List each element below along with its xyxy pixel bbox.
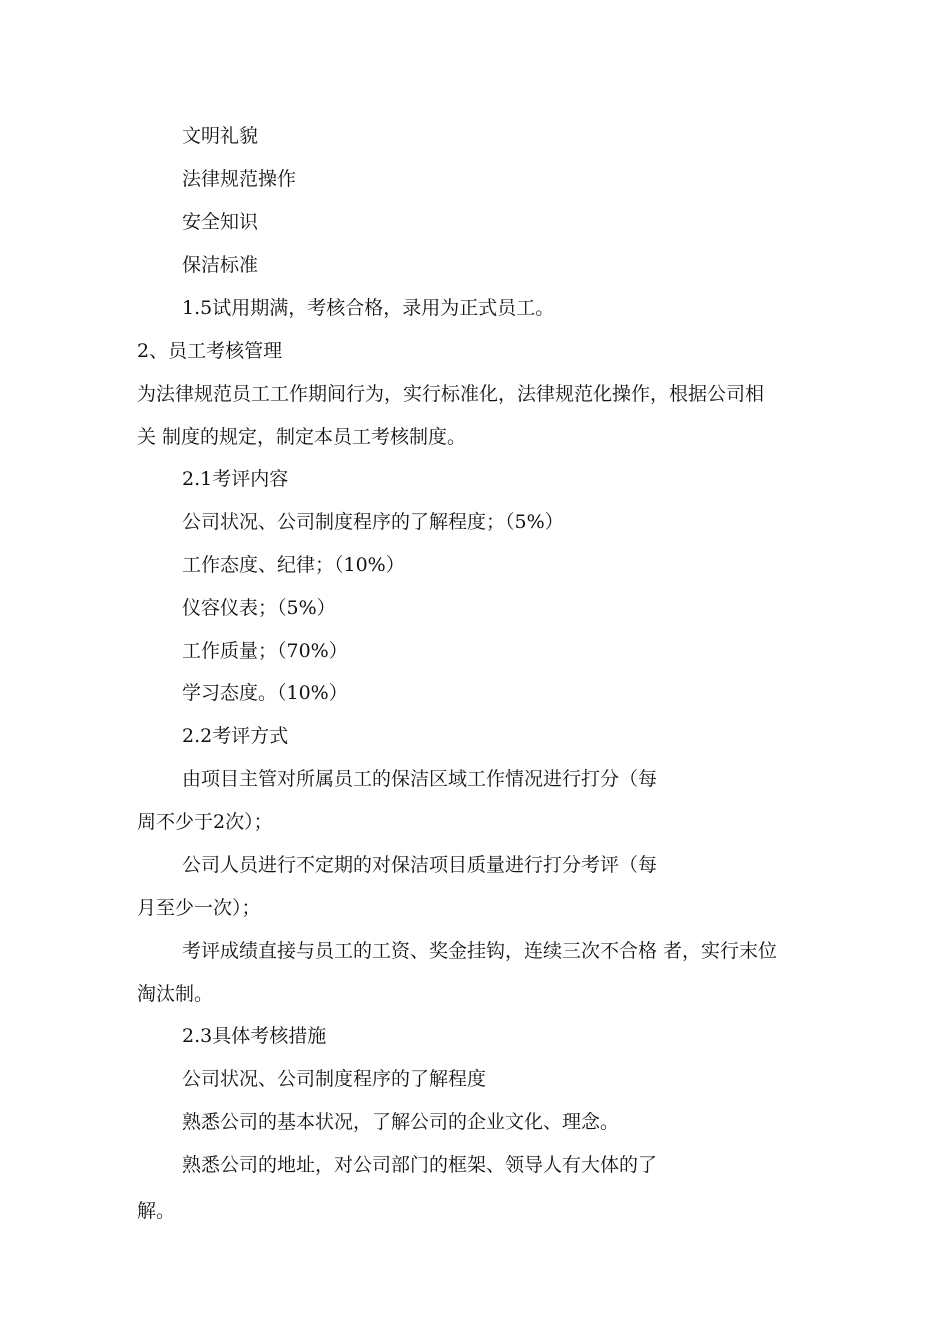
- paragraph-1-5: 1.5试用期满，考核合格，录用为正式员工。: [182, 297, 555, 319]
- list-item-legal-operation: 法律规范操作: [182, 168, 297, 190]
- measure-heading: 公司状况、公司制度程序的了解程度: [182, 1068, 487, 1090]
- method-1-line-2: 周不少于2次）；: [137, 811, 273, 833]
- measure-item-2-line-2: 解。: [137, 1200, 176, 1222]
- list-item-work-attitude: 工作态度、纪律；（10%）: [182, 554, 405, 576]
- list-item-company-knowledge: 公司状况、公司制度程序的了解程度；（5%）: [182, 511, 564, 533]
- intro-paragraph-line-1: 为法律规范员工工作期间行为，实行标准化，法律规范化操作，根据公司相: [137, 383, 765, 405]
- list-item-cleaning-standard: 保洁标准: [182, 254, 259, 276]
- method-2-line-1: 公司人员进行不定期的对保洁项目质量进行打分考评（每: [182, 854, 658, 876]
- list-item-appearance: 仪容仪表；（5%）: [182, 597, 336, 619]
- list-item-civility: 文明礼貌: [182, 125, 259, 147]
- method-3-line-1: 考评成绩直接与员工的工资、奖金挂钩，连续三次不合格 者，实行末位: [182, 940, 778, 962]
- list-item-work-quality: 工作质量；（70%）: [182, 640, 348, 662]
- method-3-line-2: 淘汰制。: [137, 983, 214, 1005]
- list-item-safety-knowledge: 安全知识: [182, 211, 259, 233]
- subheading-2-1: 2.1考评内容: [182, 468, 289, 490]
- intro-paragraph-line-2: 关 制度的规定，制定本员工考核制度。: [137, 426, 467, 448]
- section-heading-2: 2、员工考核管理: [137, 340, 283, 362]
- measure-item-2-line-1: 熟悉公司的地址，对公司部门的框架、领导人有大体的了: [182, 1154, 658, 1176]
- measure-item-1: 熟悉公司的基本状况，了解公司的企业文化、理念。: [182, 1111, 620, 1133]
- method-2-line-2: 月至少一次）；: [137, 897, 261, 919]
- subheading-2-3: 2.3具体考核措施: [182, 1025, 327, 1047]
- list-item-learning-attitude: 学习态度。（10%）: [182, 682, 348, 704]
- subheading-2-2: 2.2考评方式: [182, 725, 289, 747]
- method-1-line-1: 由项目主管对所属员工的保洁区域工作情况进行打分（每: [182, 768, 658, 790]
